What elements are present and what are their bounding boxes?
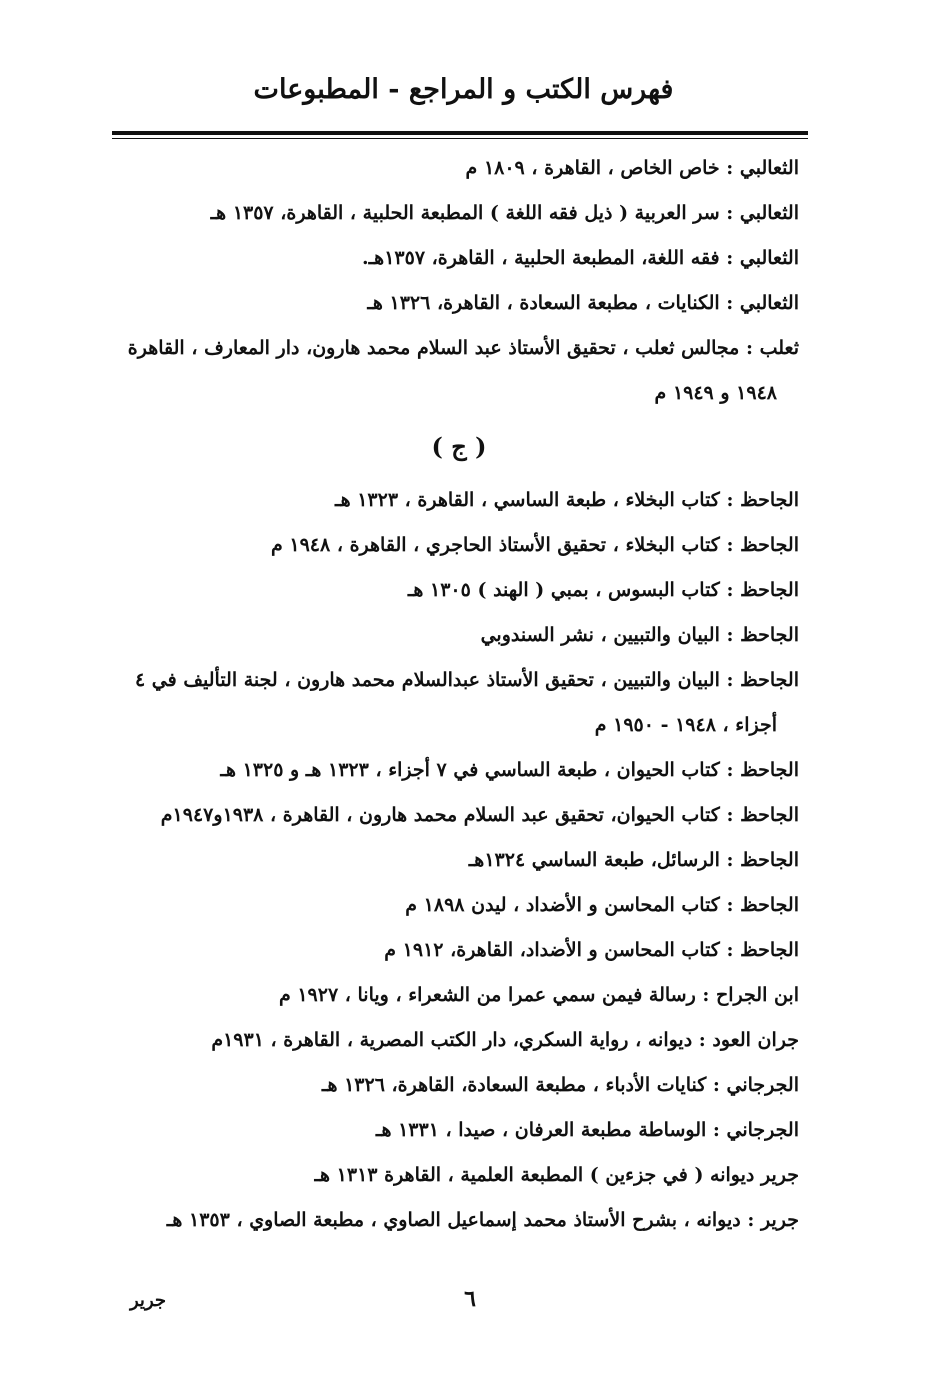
catchword: جرير (130, 1290, 166, 1311)
bibliography-entry: الثعالبي : الكنايات ، مطبعة السعادة ، القاهرة، ١٣٢٦ هـ (367, 292, 799, 314)
bibliography-entry: جرير : ديوانه ، بشرح الأستاذ محمد إسماعيل الصاوي ، مطبعة الصاوي ، ١٣٥٣ هـ (166, 1209, 799, 1231)
header-rule-thick (112, 131, 808, 135)
bibliography-entry: جرير ديوانه ( في جزءين ) المطبعة العلمية ، القاهرة ١٣١٣ هـ (314, 1164, 799, 1186)
bibliography-entry: الجرجاني : الوساطة مطبعة العرفان ، صيدا ، ١٣٣١ هـ (375, 1119, 799, 1141)
bibliography-entry: الجاحظ : كتاب الحيوان ، طبعة الساسي في ٧ أجزاء ، ١٣٢٣ هـ و ١٣٢٥ هـ (220, 759, 799, 781)
bibliography-entry: الجاحظ : البيان والتبيين ، نشر السندوبي (480, 624, 799, 646)
bibliography-list (119, 146, 799, 1243)
bibliography-entry: الجاحظ : كتاب البسوس ، بمبي ( الهند ) ١٣٠٥ هـ (407, 579, 799, 601)
bibliography-entry: الجاحظ : كتاب الحيوان، تحقيق عبد السلام محمد هارون ، القاهرة ، ١٩٣٨و١٩٤٧م (160, 804, 799, 826)
header-rule-thin (112, 138, 808, 139)
page-number: ٦ (464, 1286, 476, 1312)
bibliography-entry: الجاحظ : كتاب المحاسن و الأضداد، القاهرة، ١٩١٢ م (384, 939, 799, 961)
bibliography-entry: الجاحظ : البيان والتبيين ، تحقيق الأستاذ عبدالسلام محمد هارون ، لجنة التأليف في ٤ (134, 669, 799, 691)
bibliography-entry: الجاحظ : كتاب المحاسن و الأضداد ، ليدن ١٨٩٨ م (405, 894, 799, 916)
bibliography-entry: ثعلب : مجالس ثعلب ، تحقيق الأستاذ عبد السلام محمد هارون، دار المعارف ، القاهرة (127, 337, 799, 359)
bibliography-entry: الجرجاني : كنايات الأدباء ، مطبعة السعادة، القاهرة، ١٣٢٦ هـ (321, 1074, 799, 1096)
bibliography-entry: الثعالبي : فقه اللغة، المطبعة الحلبية ، القاهرة، ١٣٥٧هـ. (362, 247, 799, 269)
bibliography-entry: الجاحظ : الرسائل، طبعة الساسي ١٣٢٤هـ (468, 849, 799, 871)
bibliography-entry: جران العود : ديوانه ، رواية السكري، دار الكتب المصرية ، القاهرة ، ١٩٣١م (211, 1029, 799, 1051)
bibliography-entry: الجاحظ : كتاب البخلاء ، تحقيق الأستاذ الحاجري ، القاهرة ، ١٩٤٨ م (271, 534, 799, 556)
bibliography-entry: الجاحظ : كتاب البخلاء ، طبعة الساسي ، القاهرة ، ١٣٢٣ هـ (335, 489, 799, 511)
bibliography-entry-continuation: أجزاء ، ١٩٤٨ - ١٩٥٠ م (594, 714, 777, 736)
bibliography-entry-continuation: ١٩٤٨ و ١٩٤٩ م (654, 382, 777, 404)
bibliography-entry: الثعالبي : خاص الخاص ، القاهرة ، ١٨٠٩ م (465, 157, 799, 179)
page-header-title: فهرس الكتب و المراجع - المطبوعات (253, 74, 674, 105)
bibliography-entry: الثعالبي : سر العربية ( ذيل فقه اللغة ) المطبعة الحلبية ، القاهرة، ١٣٥٧ هـ (210, 202, 799, 224)
section-heading: ( ج ) (431, 432, 487, 461)
bibliography-entry: ابن الجراح : رسالة فيمن سمي عمرا من الشعراء ، ويانا ، ١٩٢٧ م (278, 984, 799, 1006)
